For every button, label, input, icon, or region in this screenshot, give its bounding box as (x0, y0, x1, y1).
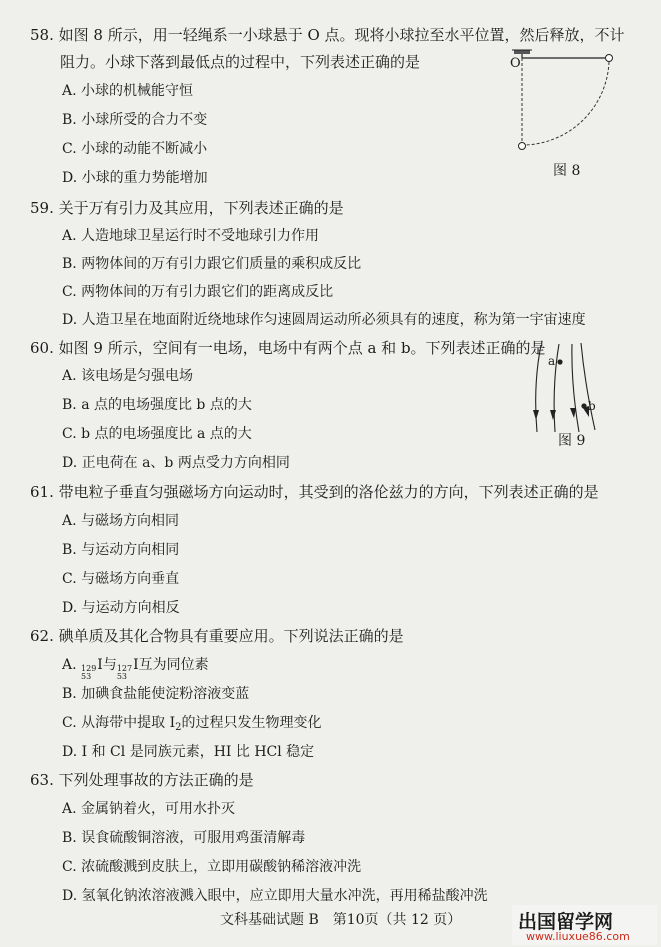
q62-option-c-prefix: C. 从海带中提取 I (62, 715, 176, 731)
q62-option-a (62, 655, 209, 681)
isotope-atomic-number: 53 (116, 672, 128, 681)
q61-option-d: D. 与运动方向相反 (62, 600, 180, 616)
q62-stem: 62. 碘单质及其化合物具有重要应用。下列说法正确的是 (30, 627, 404, 645)
isotope-symbol: I (133, 657, 139, 673)
q60-option-b: B. a 点的电场强度比 b 点的大 (62, 397, 252, 413)
q58-option-a: A. 小球的机械能守恒 (62, 83, 194, 99)
q58-option-c: C. 小球的动能不断减小 (62, 141, 208, 157)
q63-option-d: D. 氢氧化钠浓溶液溅入眼中，应立即用大量水冲洗，再用稀盐酸冲洗 (62, 888, 488, 904)
watermark-url: www.liuxue86.com (526, 930, 630, 943)
figure-8-caption: 图 8 (553, 163, 581, 179)
figure-9-label-a: a (548, 354, 556, 368)
figure-8-point-o: O (510, 56, 521, 71)
q58-option-d: D. 小球的重力势能增加 (62, 170, 208, 186)
q59-stem: 59. 关于万有引力及其应用，下列表述正确的是 (30, 199, 344, 217)
q62-option-a-suffix: 互为同位素 (138, 657, 209, 673)
watermark-logo (512, 905, 657, 945)
q61-stem: 61. 带电粒子垂直匀强磁场方向运动时，其受到的洛伦兹力的方向，下列表述正确的是 (30, 483, 599, 501)
isotope-atomic-number: 53 (81, 672, 92, 681)
q63-option-c: C. 浓硫酸溅到皮肤上，立即用碳酸钠稀溶液冲洗 (62, 859, 362, 875)
q59-option-b: B. 两物体间的万有引力跟它们质量的乘积成反比 (62, 256, 362, 272)
q60-stem: 60. 如图 9 所示，空间有一电场，电场中有两个点 a 和 b。下列表述正确的是 (30, 339, 546, 357)
figure-9-field-lines (525, 340, 605, 435)
watermark-brand: 出国留学网 (518, 911, 614, 933)
q58-stem: 58. 如图 8 所示，用一轻绳系一小球悬于 O 点。现将小球拉至水平位置，然后释放，不计 (30, 26, 625, 44)
q63-stem: 63. 下列处理事故的方法正确的是 (30, 771, 254, 789)
q60-option-c: C. b 点的电场强度比 a 点的大 (62, 426, 252, 442)
q59-option-a: A. 人造地球卫星运行时不受地球引力作用 (62, 228, 320, 244)
isotope-notation-1 (81, 665, 96, 681)
q60-option-d: D. 正电荷在 a、b 两点受力方向相同 (62, 455, 290, 471)
page-footer: 文科基础试题 B 第10页（共 12 页） (220, 912, 462, 928)
q62-option-d: D. I 和 Cl 是同族元素，HI 比 HCl 稳定 (62, 744, 315, 760)
q63-option-a: A. 金属钠着火，可用水扑灭 (62, 801, 236, 817)
isotope-symbol: I (97, 657, 103, 673)
q62-option-b: B. 加碘食盐能使淀粉溶液变蓝 (62, 686, 250, 702)
q62-option-c (62, 713, 321, 738)
q58-stem-continued: 阻力。小球下落到最低点的过程中，下列表述正确的是 (60, 53, 421, 71)
q61-option-a: A. 与磁场方向相同 (62, 513, 180, 529)
q63-option-b: B. 误食硫酸铜溶液，可服用鸡蛋清解毒 (62, 830, 306, 846)
q61-option-c: C. 与磁场方向垂直 (62, 571, 180, 587)
figure-9-caption: 图 9 (558, 433, 586, 449)
isotope-notation-2 (117, 665, 132, 681)
q61-option-b: B. 与运动方向相同 (62, 542, 180, 558)
q59-option-d: D. 人造卫星在地面附近绕地球作匀速圆周运动所必须具有的速度，称为第一宇宙速度 (62, 312, 586, 328)
q58-option-b: B. 小球所受的合力不变 (62, 112, 208, 128)
figure-9-label-b: b (588, 399, 596, 413)
q59-option-c: C. 两物体间的万有引力跟它们的距离成反比 (62, 284, 334, 300)
isotope-mass-number: 127 (116, 664, 133, 673)
subscript-2: 2 (175, 722, 182, 733)
q60-option-a: A. 该电场是匀强电场 (62, 368, 194, 384)
q62-option-a-connector: 与 (102, 657, 117, 673)
q62-option-a-prefix: A. (62, 657, 82, 673)
q62-option-c-suffix: 的过程只发生物理变化 (181, 715, 322, 731)
isotope-mass-number: 129 (81, 664, 97, 673)
